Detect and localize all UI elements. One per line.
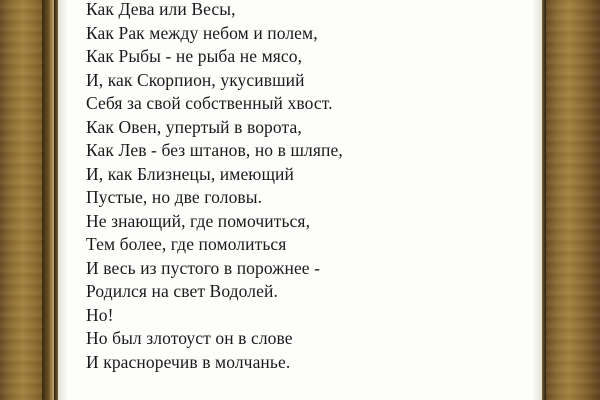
- poem-line: Как Дева или Весы,: [86, 0, 236, 19]
- poem-line: Не знающий, где помочиться,: [86, 210, 311, 231]
- poem-line: И, как Скорпион, укусивший: [86, 69, 305, 90]
- poem-line: Как Лев - без штанов, но в шляпе,: [86, 140, 343, 160]
- poem-line: Но!: [86, 304, 114, 325]
- poem-line: Но был злотоуст он в слове: [86, 328, 293, 348]
- poem-line: И красноречив в молчанье.: [86, 351, 291, 372]
- poem-line: Как Овен, упертый в ворота,: [86, 116, 302, 137]
- poem-line: Как Рак между небом и полем,: [86, 22, 318, 43]
- poem-line: Тем более, где помолиться: [86, 234, 287, 254]
- poem-line: Пустые, но две головы.: [86, 187, 263, 207]
- frame-bevel-left: [42, 0, 54, 400]
- poem-line: Как Рыбы - не рыба не мясо,: [86, 46, 303, 66]
- poem-line: И весь из пустого в порожнее -: [86, 257, 321, 278]
- poem-text-block: [58, 0, 542, 374]
- poem-line: И, как Близнецы, имеющий: [86, 163, 294, 184]
- paper-surface: [58, 0, 542, 400]
- poem-line: Родился на свет Водолей.: [86, 281, 278, 301]
- poem-line: Себя за свой собственный хвост.: [86, 93, 333, 113]
- wooden-frame-right: [546, 0, 600, 400]
